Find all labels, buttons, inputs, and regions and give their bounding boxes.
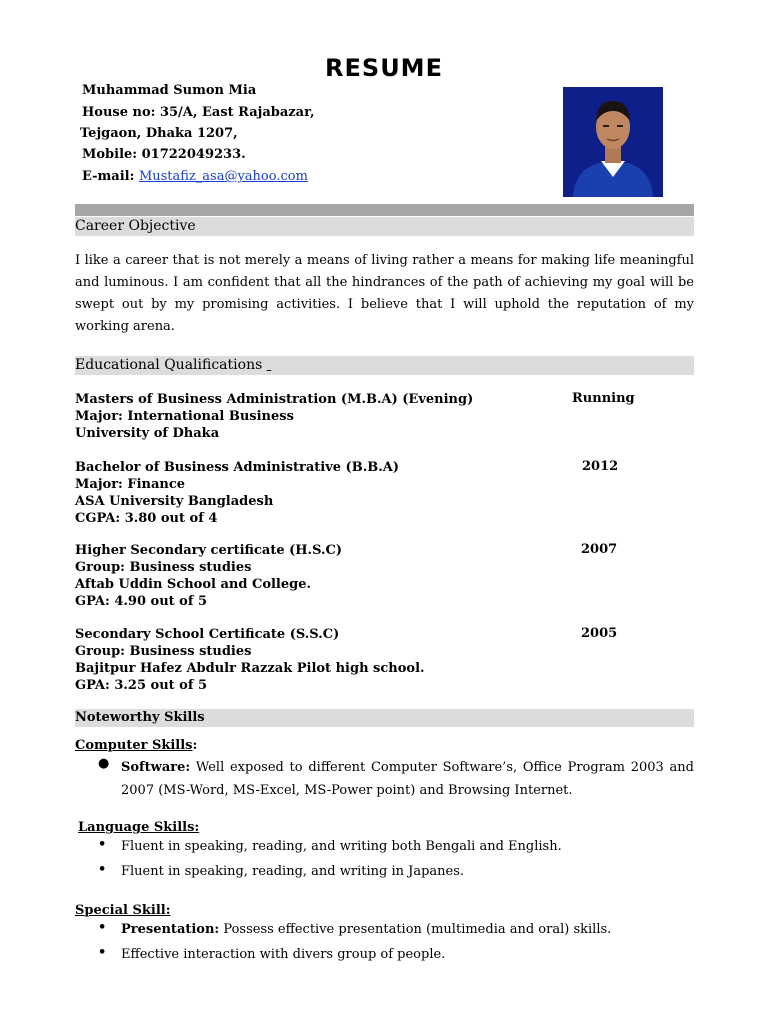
special-skill-heading: Special Skill: [75,903,171,918]
education-year: Running [572,391,635,406]
education-institution: Bajitpur Hafez Abdulr Razzak Pilot high school. [75,661,425,676]
education-heading-label: Educational Qualifications [75,357,263,373]
education-entry-ssc [75,626,425,694]
education-year: 2012 [582,459,619,474]
education-institution: ASA University Bangladesh [75,494,274,509]
profile-photo-image [563,87,663,197]
computer-skills-label: Computer Skills [75,738,193,753]
education-degree: Secondary School Certificate (S.S.C) [75,627,340,642]
special-skill-item: Effective interaction with divers group of people. [121,947,446,962]
education-detail: Group: Business studies [75,560,252,575]
bullet-icon: • [98,920,107,935]
education-institution: University of Dhaka [75,426,220,441]
education-entry-mba [75,391,473,442]
education-degree: Higher Secondary certificate (H.S.C) [75,543,343,558]
header-divider [75,204,694,216]
education-grade: GPA: 3.25 out of 5 [75,678,208,693]
resume-title: RESUME [325,54,443,82]
computer-skills-heading [75,738,197,753]
skill-item-label: Presentation: [121,922,220,937]
skill-item-text: Well exposed to different Computer Software’s, Office Program 2003 and 2007 (MS-Word, MS-Excel, MS-Power point) and Browsing Internet. [121,760,694,798]
bullet-icon: ● [98,756,110,771]
skills-heading: Noteworthy Skills [75,709,694,727]
education-entry-bba [75,459,399,527]
education-heading [75,356,694,375]
contact-mobile: Mobile: 01722049233. [82,147,246,162]
skill-item-software [121,756,694,802]
education-institution: Aftab Uddin School and College. [75,577,312,592]
bullet-icon: • [98,945,107,960]
career-objective-text: I like a career that is not merely a means of living rather a means for making life meaningful and luminous. I am confident that all the hindrances of the path of achieving my goal will be swept out by my promising activities. I believe that I will uphold the reputation of my working arena. [75,253,694,334]
email-link[interactable]: Mustafiz_asa@yahoo.com [138,169,308,184]
education-degree: Bachelor of Business Administrative (B.B.A) [75,460,399,475]
education-detail: Major: Finance [75,477,186,492]
special-skill-item-presentation [121,918,611,941]
education-year: 2007 [581,542,618,557]
education-grade: GPA: 4.90 out of 5 [75,594,208,609]
education-year: 2005 [581,626,618,641]
contact-name: Muhammad Sumon Mia [82,83,257,98]
profile-photo [563,87,663,197]
language-skills-heading: Language Skills: [78,820,200,835]
education-entry-hsc [75,542,342,610]
contact-email-row [82,169,308,184]
education-detail: Group: Business studies [75,644,252,659]
skill-item-text: Possess effective presentation (multimedia and oral) skills. [219,922,612,937]
career-objective-heading: Career Objective [75,217,694,236]
contact-address-line-1: House no: 35/A, East Rajabazar, [82,105,315,120]
bullet-icon: • [98,837,107,852]
language-skill-item: Fluent in speaking, reading, and writing in Japanes. [121,864,465,879]
language-skill-item: Fluent in speaking, reading, and writing both Bengali and English. [121,839,562,854]
email-label: E-mail: [82,169,139,184]
education-degree: Masters of Business Administration (M.B.A) (Evening) [75,392,474,407]
contact-address-line-2: Tejgaon, Dhaka 1207, [80,126,238,141]
bullet-icon: • [98,862,107,877]
education-grade: CGPA: 3.80 out of 4 [75,511,218,526]
education-detail: Major: International Business [75,409,294,424]
skill-item-label: Software: [121,760,191,775]
computer-skills-colon: : [192,738,198,753]
